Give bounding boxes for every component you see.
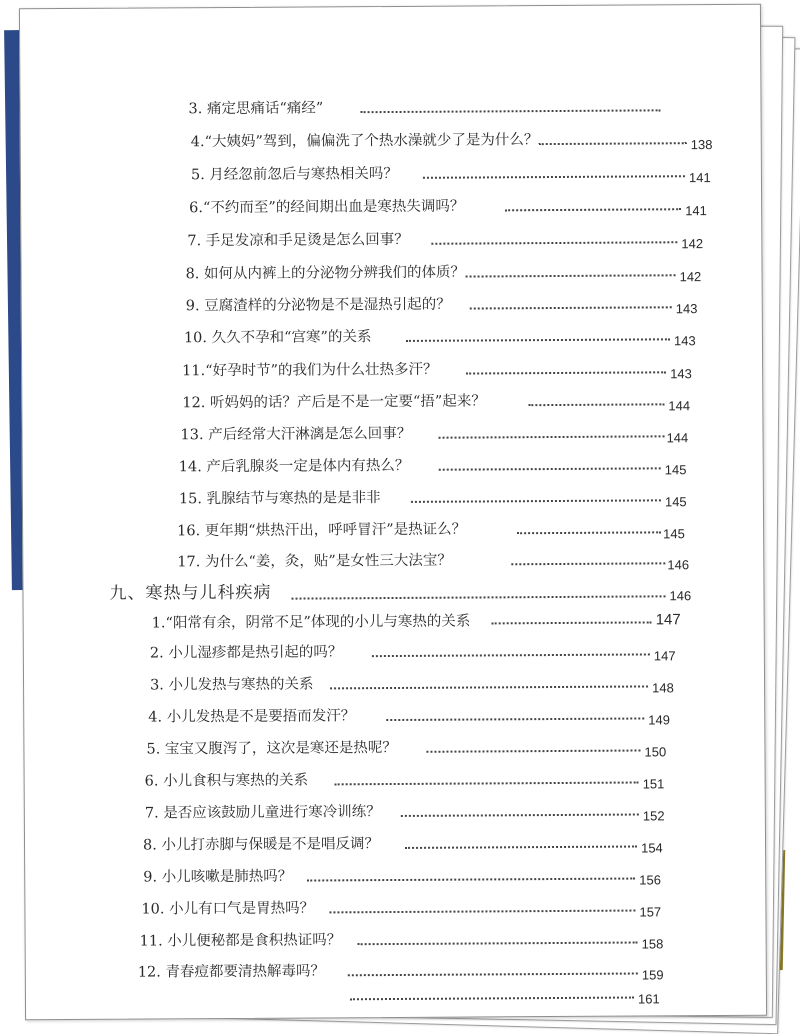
dot-leader [466, 367, 666, 374]
toc-entry-page: 141 [685, 203, 707, 219]
toc-entry [137, 960, 698, 983]
dot-leader [361, 105, 661, 113]
toc-entry [151, 611, 712, 632]
toc-entry-page: 148 [652, 680, 674, 696]
toc-entry [144, 769, 705, 792]
dot-leader [439, 431, 665, 438]
toc-entry-title: 5. 月经忽前忽后与寒热相关吗？ [190, 165, 398, 184]
toc-entry-page: 151 [642, 776, 665, 792]
toc-entry [190, 130, 731, 153]
toc-entry-page: 146 [667, 557, 690, 573]
dot-leader [505, 204, 681, 211]
dot-leader [517, 527, 661, 534]
dot-leader [307, 874, 635, 882]
toc-entry [146, 737, 706, 760]
toc-entry [185, 262, 725, 285]
dot-leader [358, 938, 638, 946]
toc-entry-page: 150 [644, 744, 667, 760]
toc-entry-title: 13. 产后经常大汗淋漓是怎么回事？ [180, 425, 412, 444]
dot-leader [329, 906, 635, 914]
toc-entry-page: 145 [663, 526, 685, 542]
toc-entry-page: 154 [641, 840, 663, 856]
toc-page [19, 4, 767, 1021]
toc-entry-page: 145 [664, 494, 687, 510]
toc-entry-page: 145 [664, 462, 687, 478]
toc-entry-title: 12. 听妈妈的话？产后是不是一定要“捂”起来？ [182, 393, 486, 412]
toc-entry [182, 359, 722, 382]
toc-entry-page: 142 [679, 269, 702, 285]
toc-entry-title: 3. 痛定思痛话“痛经” [188, 100, 324, 118]
toc-entry [143, 865, 703, 888]
dot-leader [330, 681, 648, 689]
dot-leader [386, 713, 644, 721]
toc-entry [150, 673, 710, 696]
dot-leader [335, 778, 639, 786]
section-page: 146 [669, 588, 692, 604]
toc-entry-title: 1.“阳常有余，阴常不足”体现的小儿与寒热的关系 [151, 613, 471, 632]
toc-entry [180, 423, 720, 446]
toc-entry-page: 143 [670, 366, 692, 382]
toc-entry-title: 8. 小儿打赤脚与保暖是不是唱反调？ [142, 836, 380, 854]
toc-entry-title: 15. 乳腺结节与寒热的是是非非 [178, 490, 381, 508]
toc-entry-title: 3. 小儿发热与寒热的关系 [150, 676, 314, 694]
toc-entry-title: 11.“好孕时节”的我们为什么壮热多汗？ [182, 361, 438, 380]
toc-entry [178, 455, 719, 478]
toc-entry [141, 897, 701, 920]
toc-entry [182, 391, 722, 414]
toc-entry-title: 10. 小儿有口气是胃热吗？ [141, 900, 315, 918]
toc-entry-page: 144 [668, 398, 691, 414]
toc-entry-title: 5. 宝宝又腹泻了，这次是寒还是热呢？ [146, 739, 397, 758]
toc-entry-title: 12. 青春痘都要清热解毒吗？ [137, 963, 326, 981]
dot-leader [426, 745, 640, 752]
section-title: 九、寒热与儿科疾病 [109, 582, 272, 604]
toc-entry-page: 142 [681, 236, 704, 252]
toc-entry-title: 2. 小儿湿疹都是热引起的吗？ [149, 644, 343, 662]
dot-leader [405, 842, 637, 849]
dot-leader [406, 334, 670, 342]
dot-leader [492, 617, 652, 624]
toc-entry [177, 519, 717, 542]
toc-entry [183, 326, 724, 349]
dot-leader [439, 463, 661, 470]
dot-leader [466, 270, 676, 277]
toc-entry-title: 17. 为什么“姜，灸，贴”是女性三大法宝？ [177, 552, 452, 571]
toc-entry [178, 487, 719, 510]
toc-entry-title: 4. 小儿发热是不是要捂而发汗？ [148, 708, 356, 726]
toc-entry-page: 138 [690, 137, 713, 153]
dot-leader [291, 591, 665, 599]
toc-entry-title: 9. 豆腐渣样的分泌物是不是湿热引起的？ [185, 296, 451, 315]
section-heading [109, 581, 709, 604]
toc-entry [142, 833, 703, 856]
toc-entry-title: 6. 小儿食积与寒热的关系 [144, 772, 309, 790]
toc-entry [187, 229, 727, 252]
dot-leader [470, 302, 672, 309]
dot-leader [350, 993, 634, 1001]
toc-entry-page: 147 [655, 611, 681, 629]
toc-entry [138, 988, 698, 1007]
toc-entry [185, 294, 726, 317]
toc-entry-title: 4.“大姨妈”驾到，偏偏洗了个热水澡就少了是为什么？ [190, 132, 539, 151]
dot-leader [348, 969, 638, 977]
toc-entry [188, 97, 708, 118]
toc-entry-title: 9. 小儿咳嗽是肺热吗？ [143, 868, 293, 886]
toc-entry-page: 144 [666, 430, 689, 446]
dot-leader [539, 138, 687, 145]
dot-leader [401, 810, 639, 817]
toc-entry-page: 156 [639, 872, 662, 888]
toc-entry-page: 152 [642, 808, 665, 824]
dot-leader [511, 558, 665, 565]
toc-entry [144, 801, 705, 824]
toc-entry-page: 141 [688, 170, 711, 186]
toc-entry-title: 7. 手足发凉和手足烫是怎么回事？ [187, 231, 409, 250]
toc-entry-title: 10. 久久不孕和“宫寒”的关系 [183, 329, 372, 347]
toc-entry-page: 161 [637, 991, 660, 1007]
toc-entry-title: 8. 如何从内裤上的分泌物分辨我们的体质？ [185, 264, 466, 283]
toc-entry-page: 157 [639, 904, 662, 920]
toc-entry [149, 641, 710, 664]
toc-entry [189, 196, 729, 219]
dot-leader [528, 399, 664, 406]
toc-entry [148, 705, 708, 728]
toc-entry-title: 6.“不约而至”的经间期出血是寒热失调吗？ [189, 198, 465, 217]
toc-entry-page: 158 [641, 936, 664, 952]
toc-entry-page: 143 [673, 333, 696, 349]
toc-entry-title: 16. 更年期“烘热汗出，呼呼冒汗”是热证么？ [177, 521, 467, 540]
dot-leader [411, 495, 661, 503]
dot-leader [431, 237, 677, 245]
toc-entry-page: 147 [653, 648, 676, 664]
toc-entry [177, 550, 717, 573]
toc-entry [139, 929, 700, 952]
toc-entry-page: 143 [675, 301, 698, 317]
dot-leader [372, 649, 650, 657]
toc-entry-title: 7. 是否应该鼓励儿童进行寒冷训练？ [144, 804, 381, 822]
toc-entry [190, 163, 731, 186]
toc-entry-title: 11. 小儿便秘都是食积热证吗？ [139, 932, 342, 950]
toc-entry-page: 149 [648, 712, 671, 728]
dot-leader [423, 171, 685, 179]
table-of-contents [20, 5, 766, 1020]
toc-entry-page: 159 [641, 967, 664, 983]
toc-entry-title: 14. 产后乳腺炎一定是体内有热么？ [178, 457, 410, 476]
